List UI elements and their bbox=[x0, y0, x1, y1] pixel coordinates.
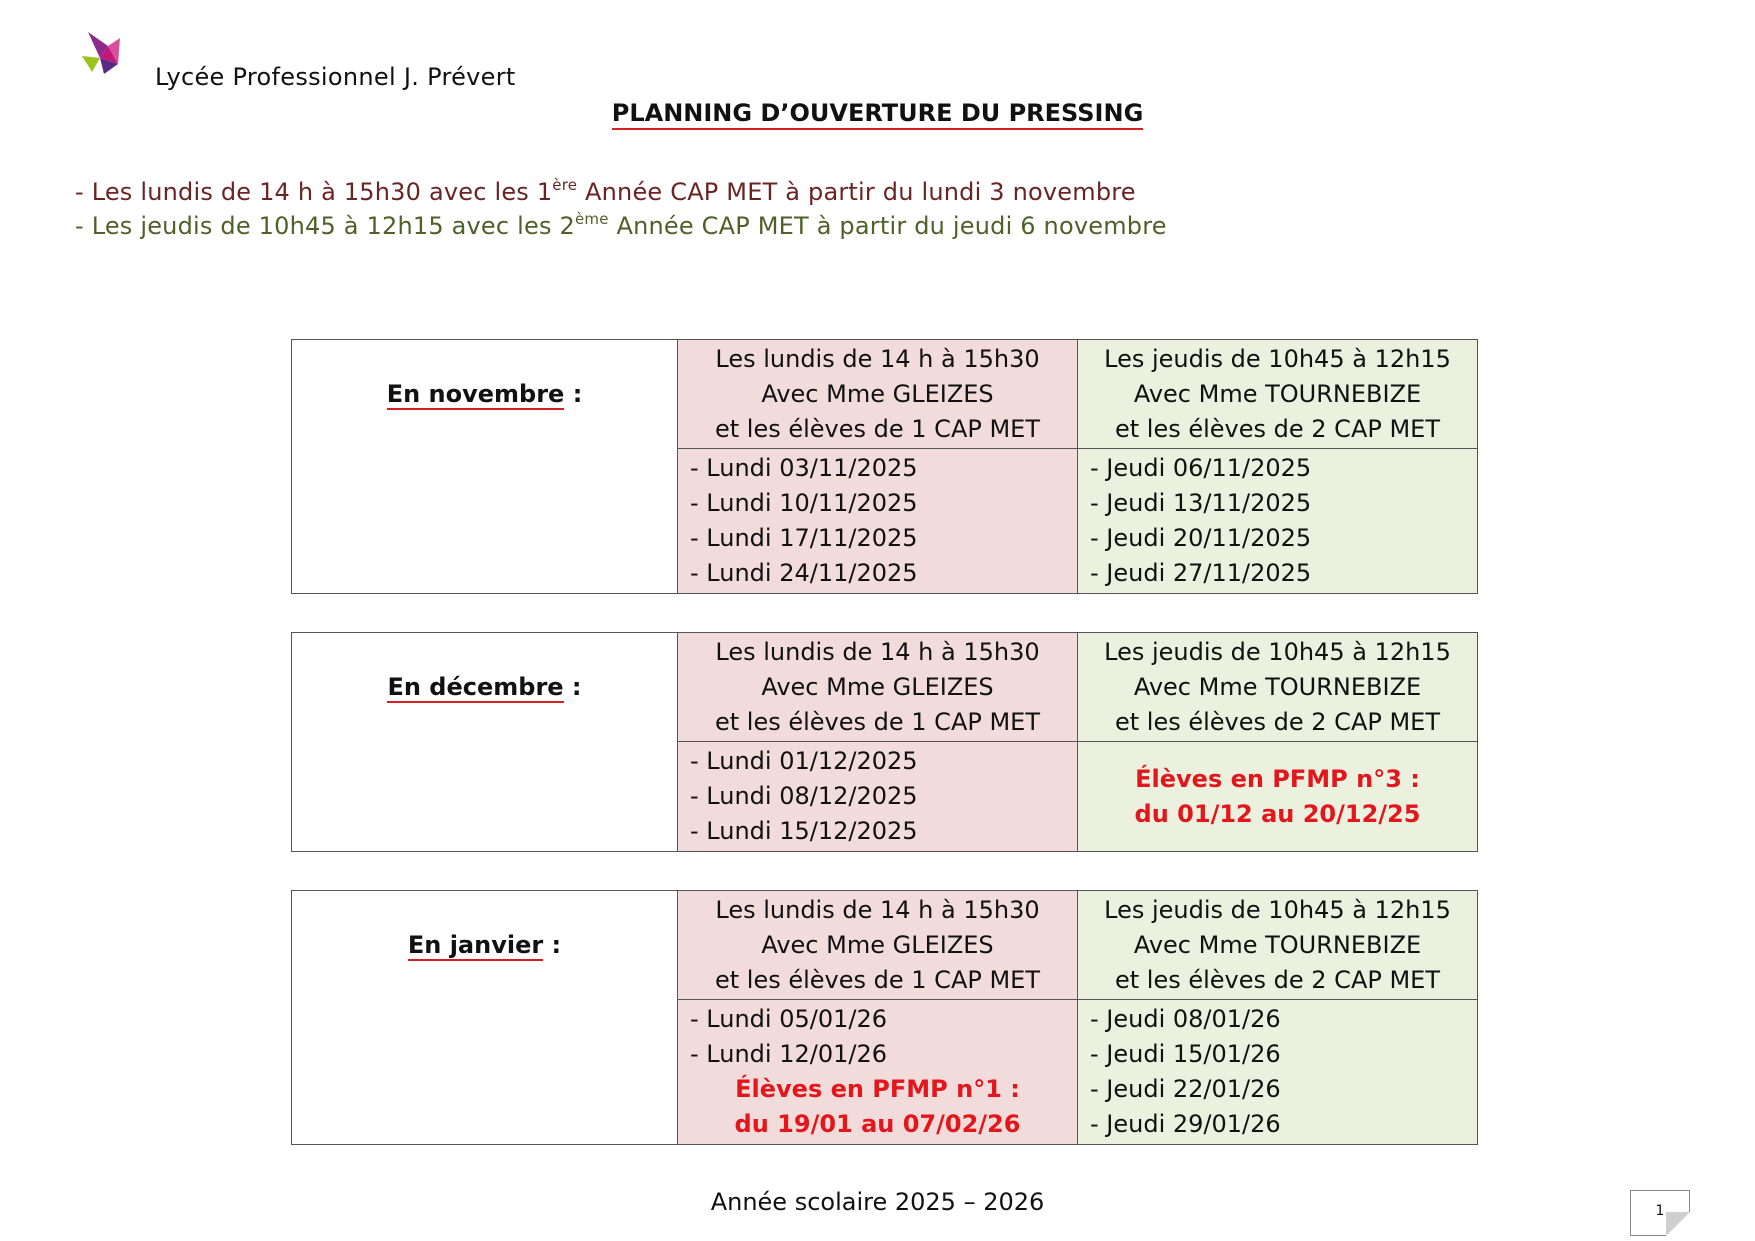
school-logo bbox=[78, 28, 134, 82]
list-item: - Jeudi 13/11/2025 bbox=[1090, 489, 1312, 517]
list-item: - Jeudi 27/11/2025 bbox=[1090, 559, 1312, 587]
monday-header: Les lundis de 14 h à 15h30 Avec Mme GLEIZES et les élèves de 1 CAP MET bbox=[678, 340, 1078, 449]
list-item: - Lundi 15/12/2025 bbox=[690, 817, 918, 845]
list-item: - Lundi 17/11/2025 bbox=[690, 524, 918, 552]
intro-line-thursday: - Les jeudis de 10h45 à 12h15 avec les 2ème Année CAP MET à partir du jeudi 6 novembre bbox=[75, 210, 1167, 240]
list-item: - Lundi 24/11/2025 bbox=[690, 559, 918, 587]
thursday-dates bbox=[1078, 449, 1478, 594]
pfmp-notice: Élèves en PFMP n°3 : du 01/12 au 20/12/25 bbox=[1078, 742, 1478, 852]
list-item: - Jeudi 20/11/2025 bbox=[1090, 524, 1312, 552]
school-year: Année scolaire 2025 – 2026 bbox=[710, 1188, 1045, 1216]
thursday-header: Les jeudis de 10h45 à 12h15 Avec Mme TOURNEBIZE et les élèves de 2 CAP MET bbox=[1078, 633, 1478, 742]
list-item: - Lundi 01/12/2025 bbox=[690, 747, 918, 775]
table-november bbox=[291, 339, 1478, 594]
list-item: - Jeudi 29/01/26 bbox=[1090, 1110, 1281, 1138]
list-item: - Jeudi 22/01/26 bbox=[1090, 1075, 1281, 1103]
thursday-dates bbox=[1078, 1000, 1478, 1145]
monday-dates bbox=[678, 449, 1078, 594]
list-item: - Lundi 08/12/2025 bbox=[690, 782, 918, 810]
page-title: PLANNING D’OUVERTURE DU PRESSING bbox=[0, 99, 1755, 127]
monday-header: Les lundis de 14 h à 15h30 Avec Mme GLEIZES et les élèves de 1 CAP MET bbox=[678, 891, 1078, 1000]
list-item: - Lundi 05/01/26 bbox=[690, 1005, 887, 1033]
page-number: 1 bbox=[1630, 1190, 1690, 1236]
school-name: Lycée Professionnel J. Prévert bbox=[155, 63, 516, 91]
monday-dates bbox=[678, 742, 1078, 852]
table-december bbox=[291, 632, 1478, 852]
month-label-cell: En décembre : bbox=[292, 633, 678, 852]
list-item: - Jeudi 15/01/26 bbox=[1090, 1040, 1281, 1068]
list-item: - Lundi 03/11/2025 bbox=[690, 454, 918, 482]
intro-line-monday: - Les lundis de 14 h à 15h30 avec les 1ère Année CAP MET à partir du lundi 3 novembre bbox=[75, 176, 1136, 206]
list-item: - Lundi 12/01/26 bbox=[690, 1040, 887, 1068]
thursday-header: Les jeudis de 10h45 à 12h15 Avec Mme TOURNEBIZE et les élèves de 2 CAP MET bbox=[1078, 891, 1478, 1000]
month-label-cell: En janvier : bbox=[292, 891, 678, 1145]
monday-dates bbox=[678, 1000, 1078, 1145]
table-january bbox=[291, 890, 1478, 1145]
list-item: - Jeudi 08/01/26 bbox=[1090, 1005, 1281, 1033]
list-item: - Jeudi 06/11/2025 bbox=[1090, 454, 1312, 482]
pfmp-notice: Élèves en PFMP n°1 : du 19/01 au 07/02/26 bbox=[734, 1075, 1021, 1138]
list-item: - Lundi 10/11/2025 bbox=[690, 489, 918, 517]
thursday-header: Les jeudis de 10h45 à 12h15 Avec Mme TOURNEBIZE et les élèves de 2 CAP MET bbox=[1078, 340, 1478, 449]
monday-header: Les lundis de 14 h à 15h30 Avec Mme GLEIZES et les élèves de 1 CAP MET bbox=[678, 633, 1078, 742]
month-label-cell: En novembre : bbox=[292, 340, 678, 594]
